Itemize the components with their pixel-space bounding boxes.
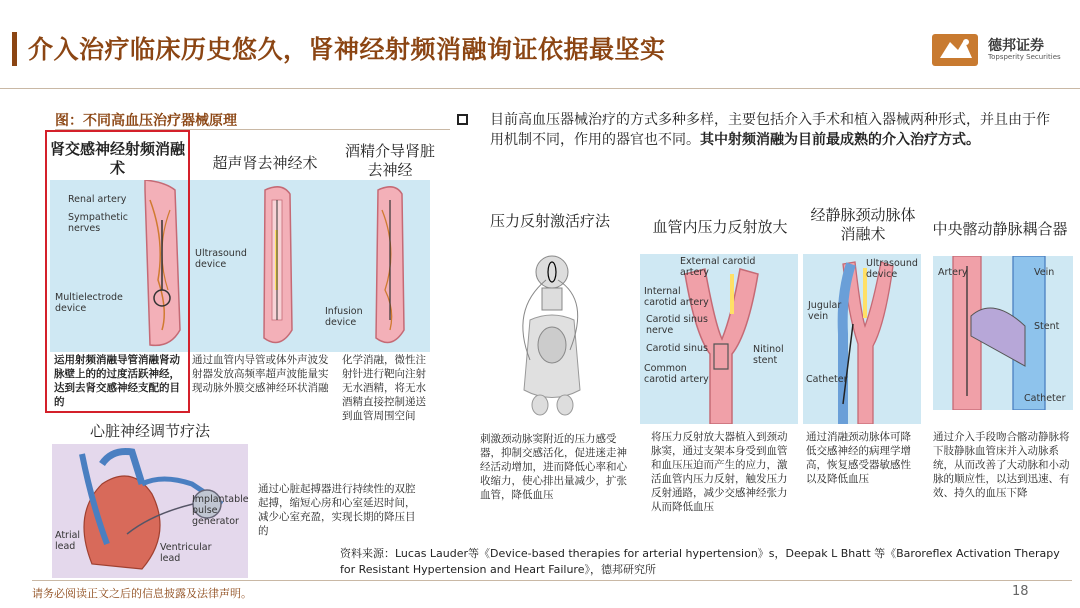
alcohol-heading: 酒精介导肾脏去神经	[345, 142, 436, 179]
cardiac-desc: 通过心脏起搏器进行持续性的双腔起搏，缩短心房和心室延迟时间，减少心室充盈，实现长期的降压目的	[258, 483, 416, 537]
iliac-coupler-heading: 中央髂动静脉耦合器	[932, 220, 1068, 238]
iliac-coupler-desc: 通过介入手段吻合髂动静脉将下肢静脉血管床并入动脉系统，从而改善了大动脉和小动脉的顺应性，以达到迅速、有效、持久的血压下降	[933, 431, 1070, 499]
catheter-label: Catheter	[806, 374, 848, 385]
page-number: 18	[1012, 584, 1029, 599]
renal-artery-label: Renal artery	[68, 194, 127, 205]
bullet-square-icon	[457, 114, 468, 125]
logo-subtitle: Topsperity Securities	[988, 53, 1061, 61]
carotid-body-heading: 经静脉颈动脉体消融术	[810, 206, 916, 243]
vein-label: Vein	[1034, 267, 1055, 278]
title-accent-bar	[12, 32, 17, 66]
carotid-sinus-nerve-label: Carotid sinus nerve	[646, 314, 708, 336]
stent-label: Stent	[1034, 321, 1060, 332]
header-divider	[0, 88, 1080, 89]
pulse-generator-label: Implantable pulse generator	[192, 494, 249, 527]
ventricular-lead-label: Ventricular lead	[160, 542, 212, 564]
baroreflex-illustration	[470, 250, 630, 420]
atrial-lead-label: Atrial lead	[55, 530, 81, 552]
multielectrode-label: Multielectrode device	[55, 292, 123, 314]
jugular-vein-label: Jugular vein	[808, 300, 842, 322]
external-carotid-label: External carotid artery	[680, 256, 756, 278]
footer-disclaimer: 请务必阅读正文之后的信息披露及法律声明。	[32, 587, 252, 600]
baroreflex-heading: 压力反射激活疗法	[489, 212, 610, 230]
ultrasound-desc: 通过血管内导管或体外声波发射器发放高频率超声波能量实现动脉外膜交感神经环状消融	[192, 354, 329, 394]
internal-carotid-label: Internal carotid artery	[644, 286, 709, 308]
common-carotid-label: Common carotid artery	[644, 363, 709, 385]
ultrasound-device-label: Ultrasound device	[195, 248, 247, 270]
iliac-coupler-illustration	[933, 256, 1073, 410]
baroreflex-desc: 刺激颈动脉窦附近的压力感受器，抑制交感活化，促进迷走神经活动增加，进而降低心率和心收缩力，使心排出量减少，扩张血管，降低血压	[480, 433, 627, 501]
carotid-sinus-label: Carotid sinus	[646, 343, 708, 354]
alcohol-desc: 化学消融，微性注射针进行靶向注射无水酒精，将无水酒精直接控制递送到血管周围空间	[342, 354, 426, 422]
figure-caption: 图：不同高血压治疗器械原理	[55, 113, 237, 129]
footer-divider	[32, 580, 1072, 581]
endovascular-desc: 将压力反射放大器植入到颈动脉窦，通过支架本身受到血管和血压压迫而产生的应力，激活血管内压力反射，触发压力反射通路，减少交感神经张力从而降低血压	[651, 431, 788, 513]
logo-name: 德邦证券	[988, 38, 1044, 54]
ultrasound-heading: 超声肾去神经术	[212, 154, 318, 172]
sympathetic-nerves-label: Sympathetic nerves	[68, 212, 128, 234]
summary-bold: 其中射频消融为目前最成熟的介入治疗方式。	[700, 132, 980, 148]
source-note: 资料来源：Lucas Lauder等《Device-based therapies for arterial hypertension》s，Deepak L Bhatt 等《Baroreflex Activation Therapy for Resistant Hypertension and Heart Failure》，德邦研究所	[340, 547, 1060, 576]
endovascular-heading: 血管内压力反射放大	[652, 218, 788, 236]
artery-label: Artery	[938, 267, 968, 278]
carotid-stent-illustration	[640, 254, 798, 424]
page-title: 介入治疗临床历史悠久，肾神经射频消融询证依据最坚实	[28, 35, 666, 64]
iliac-catheter-label: Catheter	[1024, 393, 1066, 404]
rf-ablation-desc: 运用射频消融导管消融肾动脉壁上的的过度活跃神经，达到去肾交感神经支配的目的	[54, 354, 180, 408]
cardiac-heading: 心脏神经调节疗法	[89, 422, 210, 440]
carotid-body-desc: 通过消融颈动脉体可降低交感神经的病理学增高，恢复感受器敏感性以及降低血压	[806, 431, 911, 485]
ultrasound-label: Ultrasound device	[866, 258, 918, 280]
logo-mark-icon	[930, 28, 982, 72]
summary-regular: 目前高血压器械治疗的方式多种多样，主要包括介入手术和植入器械两种形式，并且由于作用机制不同，作用的器官也不同。	[490, 112, 1050, 148]
rf-ablation-heading: 肾交感神经射频消融术	[50, 140, 186, 177]
summary-text	[490, 110, 1060, 150]
nitinol-stent-label: Nitinol stent	[753, 344, 784, 366]
infusion-device-label: Infusion device	[325, 306, 363, 328]
